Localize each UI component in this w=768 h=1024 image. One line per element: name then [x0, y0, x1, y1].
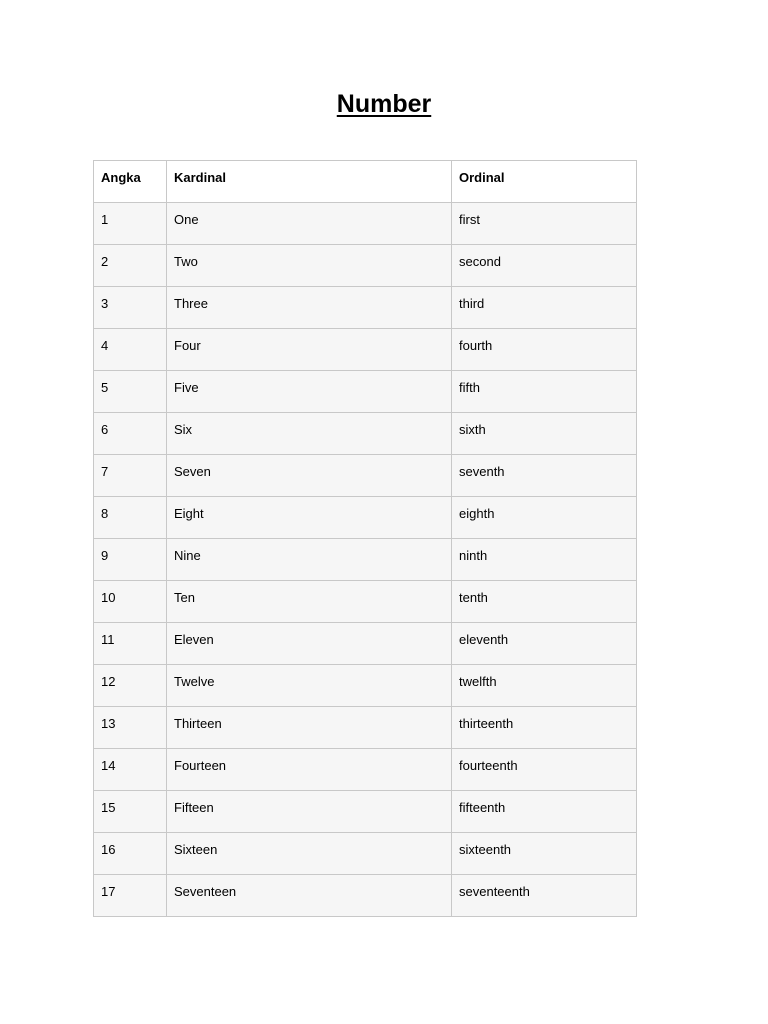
table-row [94, 413, 637, 455]
table-row [94, 581, 637, 623]
cell-ordinal: ninth [452, 539, 637, 581]
cell-kardinal: Fifteen [167, 791, 452, 833]
page-title: Number [336, 90, 432, 118]
table-row [94, 539, 637, 581]
table-row [94, 371, 637, 413]
cell-kardinal: Five [167, 371, 452, 413]
cell-angka: 11 [94, 623, 167, 665]
table-row [94, 665, 637, 707]
cell-angka: 1 [94, 203, 167, 245]
table-row [94, 623, 637, 665]
cell-ordinal: sixteenth [452, 833, 637, 875]
cell-ordinal: thirteenth [452, 707, 637, 749]
column-header-ordinal: Ordinal [452, 161, 637, 203]
cell-angka: 10 [94, 581, 167, 623]
table-row [94, 455, 637, 497]
cell-angka: 14 [94, 749, 167, 791]
cell-kardinal: Three [167, 287, 452, 329]
cell-ordinal: seventh [452, 455, 637, 497]
cell-kardinal: Fourteen [167, 749, 452, 791]
cell-angka: 13 [94, 707, 167, 749]
cell-ordinal: twelfth [452, 665, 637, 707]
cell-angka: 8 [94, 497, 167, 539]
table-row [94, 329, 637, 371]
table-row [94, 875, 637, 917]
cell-angka: 3 [94, 287, 167, 329]
cell-ordinal: eighth [452, 497, 637, 539]
cell-angka: 17 [94, 875, 167, 917]
cell-angka: 16 [94, 833, 167, 875]
cell-angka: 9 [94, 539, 167, 581]
cell-ordinal: sixth [452, 413, 637, 455]
cell-kardinal: Seven [167, 455, 452, 497]
cell-ordinal: fifteenth [452, 791, 637, 833]
number-table [93, 160, 637, 917]
cell-ordinal: second [452, 245, 637, 287]
column-header-angka: Angka [94, 161, 167, 203]
table-row [94, 245, 637, 287]
cell-angka: 4 [94, 329, 167, 371]
cell-kardinal: Sixteen [167, 833, 452, 875]
table-row [94, 833, 637, 875]
cell-ordinal: eleventh [452, 623, 637, 665]
table-row [94, 203, 637, 245]
cell-kardinal: Eight [167, 497, 452, 539]
column-header-kardinal: Kardinal [167, 161, 452, 203]
cell-kardinal: Six [167, 413, 452, 455]
cell-angka: 7 [94, 455, 167, 497]
cell-kardinal: Ten [167, 581, 452, 623]
cell-ordinal: tenth [452, 581, 637, 623]
cell-ordinal: seventeenth [452, 875, 637, 917]
cell-ordinal: fourteenth [452, 749, 637, 791]
cell-ordinal: fifth [452, 371, 637, 413]
cell-kardinal: Twelve [167, 665, 452, 707]
cell-angka: 2 [94, 245, 167, 287]
cell-angka: 15 [94, 791, 167, 833]
table-row [94, 497, 637, 539]
cell-kardinal: Eleven [167, 623, 452, 665]
cell-kardinal: One [167, 203, 452, 245]
cell-kardinal: Nine [167, 539, 452, 581]
cell-kardinal: Two [167, 245, 452, 287]
cell-angka: 12 [94, 665, 167, 707]
table-row [94, 749, 637, 791]
cell-ordinal: fourth [452, 329, 637, 371]
table-row [94, 707, 637, 749]
table-row [94, 791, 637, 833]
cell-kardinal: Seventeen [167, 875, 452, 917]
table-row [94, 287, 637, 329]
cell-ordinal: third [452, 287, 637, 329]
cell-kardinal: Thirteen [167, 707, 452, 749]
cell-ordinal: first [452, 203, 637, 245]
cell-kardinal: Four [167, 329, 452, 371]
table-body [94, 203, 637, 917]
cell-angka: 6 [94, 413, 167, 455]
cell-angka: 5 [94, 371, 167, 413]
table-header-row [94, 161, 637, 203]
